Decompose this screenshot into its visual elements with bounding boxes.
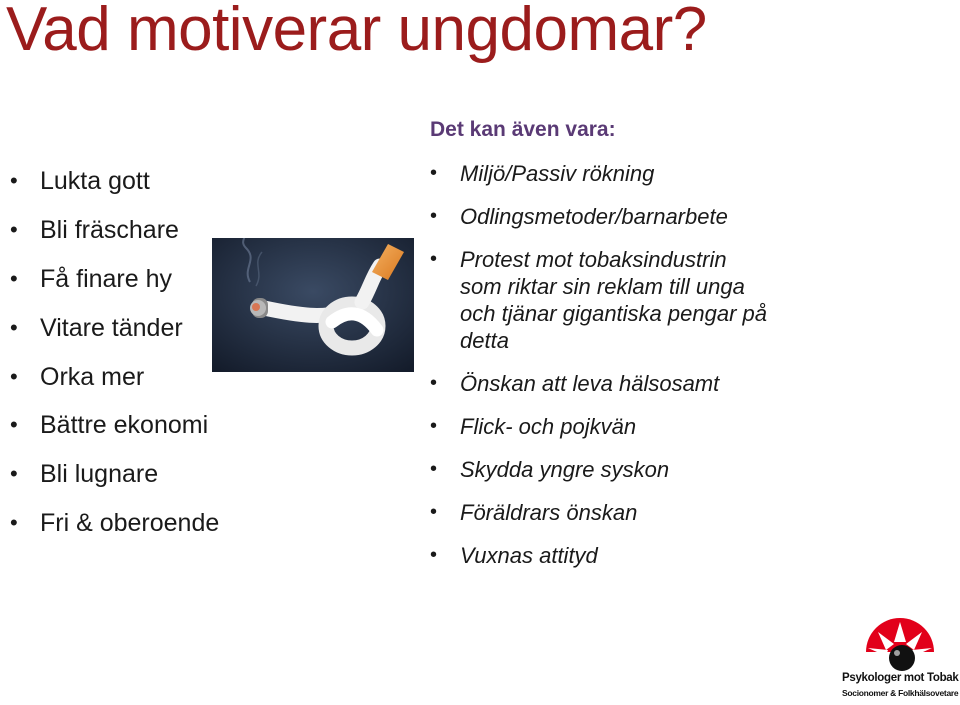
motivation-list xyxy=(8,164,219,555)
list-item: • Odlingsmetoder/barnarbete xyxy=(430,203,950,230)
logo-subtitle: Socionomer & Folkhälsovetare xyxy=(842,688,959,698)
logo-name: Psykologer mot Tobak xyxy=(842,672,959,684)
knotted-cigarette-image xyxy=(212,238,414,372)
list-item: • Lukta gott xyxy=(8,164,219,213)
list-item: • Skydda yngre syskon xyxy=(430,456,950,483)
list-item: • Önskan att leva hälsosamt xyxy=(430,370,950,397)
list-item: • Fri & oberoende xyxy=(8,506,219,555)
list-item: • Orka mer xyxy=(8,360,219,409)
list-item: • Bättre ekonomi xyxy=(8,408,219,457)
organization-logo xyxy=(842,618,960,705)
list-item: • Vuxnas attityd xyxy=(430,542,950,569)
list-item: • Föräldrars önskan xyxy=(430,499,950,526)
additional-reasons-list xyxy=(430,160,950,585)
list-item: • Få finare hy xyxy=(8,262,219,311)
list-item: • Protest mot tobaksindustrin som riktar sin reklam till unga och tjänar gigantiska pengar på detta xyxy=(430,246,950,354)
list-item: • Bli fräschare xyxy=(8,213,219,262)
page-title: Vad motiverar ungdomar? xyxy=(6,0,707,64)
psykologer-logo-icon xyxy=(842,618,960,674)
list-item: • Miljö/Passiv rökning xyxy=(430,160,950,187)
list-item: • Vitare tänder xyxy=(8,311,219,360)
list-item: • Flick- och pojkvän xyxy=(430,413,950,440)
list-item: • Bli lugnare xyxy=(8,457,219,506)
section-heading: Det kan även vara: xyxy=(430,118,616,141)
